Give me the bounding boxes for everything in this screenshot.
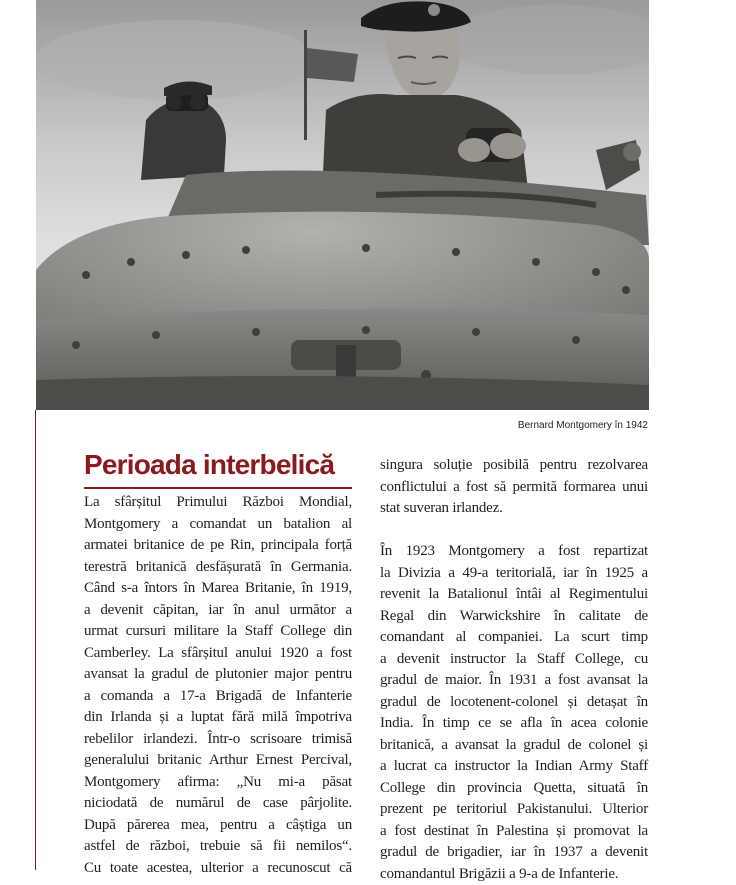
text-line: Cu toate acestea, ulterior a recunoscut că [84,858,352,880]
section-heading: Perioada interbelică [84,447,334,483]
text-line: niciodată de numărul de case pârjolite. [84,793,352,815]
right-paragraph-2 [380,541,648,885]
text-line: revenit la Batalionul întâi al Regimentului [380,584,648,606]
heading-underline [84,487,352,489]
right-paragraph-1 [380,455,648,520]
text-line: la Divizia a 49-a teritorială, iar în 1925 a [380,563,648,585]
text-line: singura soluție posibilă pentru rezolvarea [380,455,648,477]
text-line: stat suveran irlandez. [380,498,648,520]
text-line: gradul de maior. În 1931 a fost avansat la [380,670,648,692]
text-line: a devenit căpitan, iar în anul următor a [84,600,352,622]
text-line: gradul de brigadier, iar în 1937 a devenit [380,842,648,864]
text-line: armatei britanice de pe Rin, principala forță [84,535,352,557]
text-line: rebelilor irlandezi. Într-o scrisoare trimisă [84,729,352,751]
text-line: Regal din Warwickshire în calitate de [380,606,648,628]
text-line: comandant al companiei. La scurt timp [380,627,648,649]
margin-rule [35,410,36,870]
text-line: avansat la gradul de plutonier major pentru [84,664,352,686]
text-line: a lucrat ca instructor la Indian Army Staff [380,756,648,778]
text-line: a fost destinat în Palestina și promovat la [380,821,648,843]
text-line: College din provincia Quetta, situată în [380,778,648,800]
text-line: India. În timp ce se afla în acea colonie [380,713,648,735]
montgomery-tank-photo [36,0,649,410]
text-line: La sfârșitul Primului Război Mondial, [84,492,352,514]
text-line: terestră britanică desfășurată în Germania. [84,557,352,579]
photo-caption: Bernard Montgomery în 1942 [518,420,648,431]
text-line: În 1923 Montgomery a fost repartizat [380,541,648,563]
text-line: Când s-a întors în Marea Britanie, în 1919, [84,578,352,600]
text-line: Montgomery afirma: „Nu mi-a păsat [84,772,352,794]
flag-pole [304,30,307,140]
text-line: gradul de locotenent-colonel și detașat în [380,692,648,714]
text-line: conflictului a fost să permită formarea unui [380,477,648,499]
text-line: Montgomery a comandat un batalion al [84,514,352,536]
text-line: urmat cursuri militare la Staff College din [84,621,352,643]
photo-illustration [36,0,649,410]
right-column [380,455,648,885]
text-line: generalului britanic Arthur Ernest Percival, [84,750,352,772]
text-line: Camberley. La sfârșitul anului 1920 a fost [84,643,352,665]
text-line: britanică, a avansat la gradul de colonel și [380,735,648,757]
text-line: astfel de război, trebuie să fii nemilos“. [84,836,352,858]
text-line: din Irlanda și a luptat fără milă împotriva [84,707,352,729]
text-line: a devenit instructor la Staff College, cu [380,649,648,671]
text-line: După părerea mea, pentru a câștiga un [84,815,352,837]
left-paragraph [84,492,352,879]
text-line: prezent pe teritoriul Pakistanului. Ulterior [380,799,648,821]
text-line: comandantul Brigăzii a 9-a de Infanterie. [380,864,648,885]
left-column [84,492,352,879]
text-line: a comanda a 17-a Brigadă de Infanterie [84,686,352,708]
